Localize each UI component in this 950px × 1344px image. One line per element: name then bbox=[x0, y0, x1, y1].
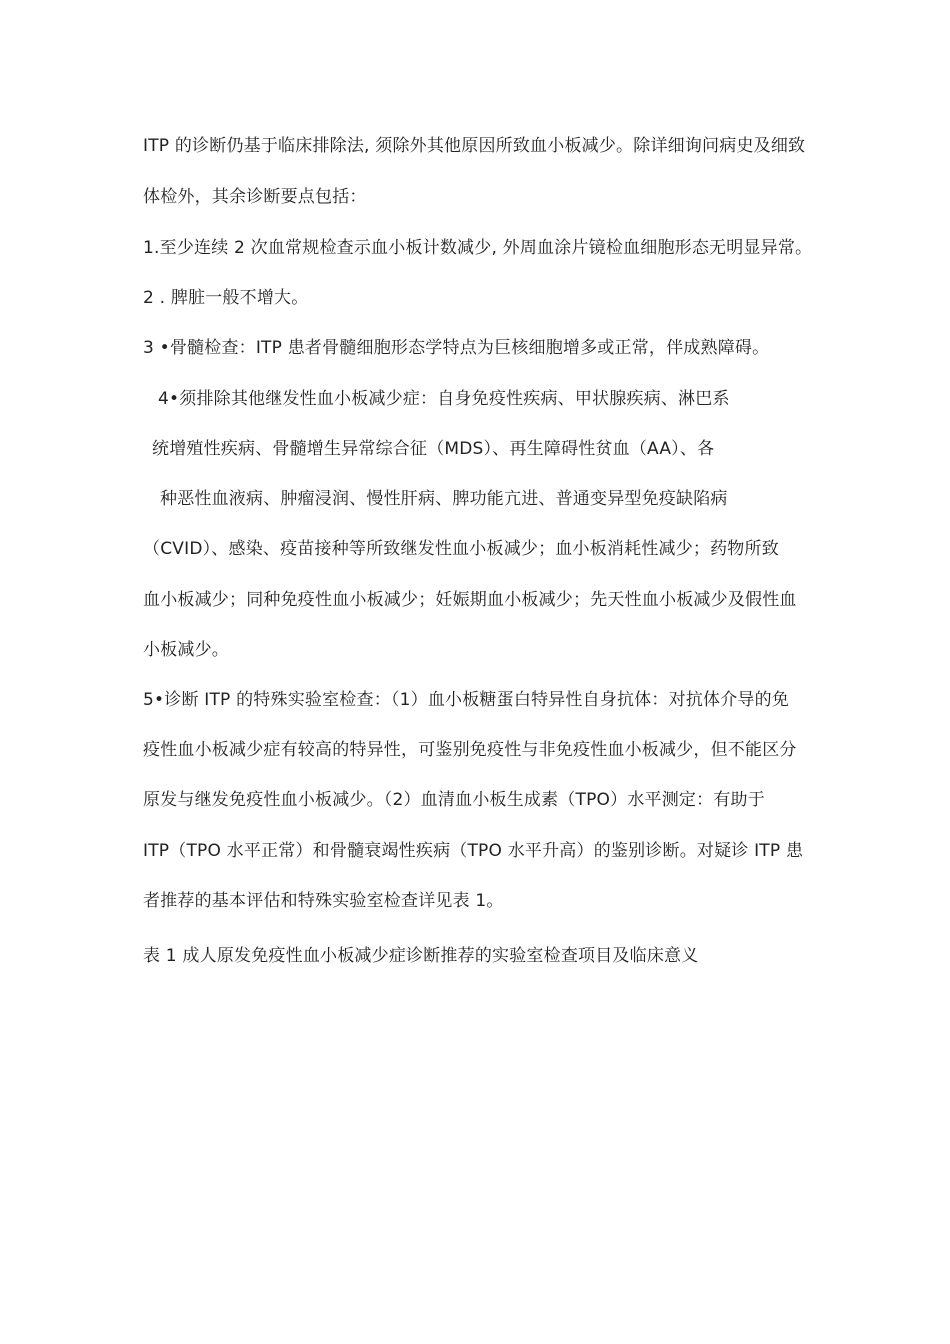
paragraph-intro-line-1: ITP 的诊断仍基于临床排除法, 须除外其他原因所致血小板减少。除详细询问病史及细致 bbox=[143, 136, 806, 156]
criterion-5-line-1: 5•诊断 ITP 的特殊实验室检查：（1）血小板糖蛋白特异性自身抗体：对抗体介导的免 bbox=[143, 690, 790, 710]
paragraph-intro-line-2: 体检外，其余诊断要点包括： bbox=[143, 187, 367, 207]
criterion-5-line-5: 者推荐的基本评估和特殊实验室检查详见表 1。 bbox=[143, 891, 504, 911]
criterion-5-line-3: 原发与继发免疫性血小板减少。（2）血清血小板生成素（TPO）水平测定：有助于 bbox=[143, 790, 765, 810]
criterion-1: 1.至少连续 2 次血常规检查示血小板计数减少, 外周血涂片镜检血细胞形态无明显异常。 bbox=[143, 238, 813, 258]
criterion-5-line-2: 疫性血小板减少症有较高的特异性，可鉴别免疫性与非免疫性血小板减少，但不能区分 bbox=[143, 740, 797, 760]
table-caption: 表 1 成人原发免疫性血小板减少症诊断推荐的实验室检查项目及临床意义 bbox=[143, 946, 699, 966]
criterion-3: 3 •骨髓检查：ITP 患者骨髓细胞形态学特点为巨核细胞增多或正常，伴成熟障碍。 bbox=[143, 338, 770, 358]
criterion-2: 2 . 脾脏一般不增大。 bbox=[143, 288, 309, 308]
criterion-4-line-3: 种恶性血液病、肿瘤浸润、慢性肝病、脾功能亢进、普通变异型免疫缺陷病 bbox=[160, 489, 728, 509]
criterion-4-line-5: 血小板减少；同种免疫性血小板减少；妊娠期血小板减少；先天性血小板减少及假性血 bbox=[143, 590, 797, 610]
criterion-4-line-2: 统增殖性疾病、骨髓增生异常综合征（MDS）、再生障碍性贫血（AA）、各 bbox=[152, 439, 715, 459]
criterion-4-line-6: 小板减少。 bbox=[143, 640, 229, 660]
criterion-5-line-4: ITP（TPO 水平正常）和骨髓衰竭性疾病（TPO 水平升高）的鉴别诊断。对疑诊 ITP 患 bbox=[143, 841, 804, 861]
criterion-4-line-4: （CVID）、感染、疫苗接种等所致继发性血小板减少；血小板消耗性减少；药物所致 bbox=[143, 539, 779, 559]
criterion-4-line-1: 4•须排除其他继发性血小板减少症：自身免疫性疾病、甲状腺疾病、淋巴系 bbox=[158, 389, 730, 409]
